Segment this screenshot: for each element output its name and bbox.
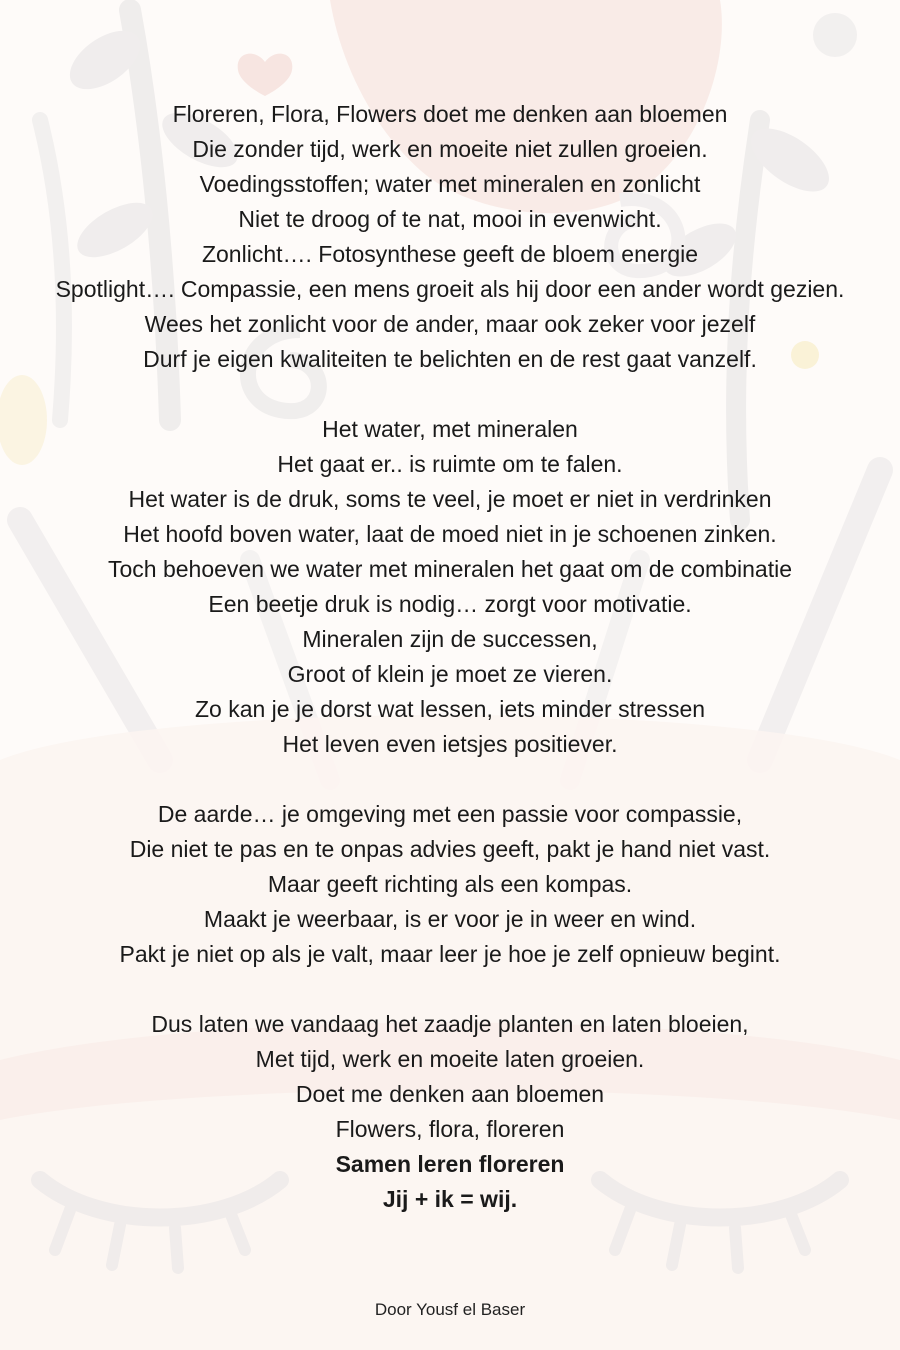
poem-line: Toch behoeven we water met mineralen het gaat om de combinatie xyxy=(107,556,792,582)
poem-line: Mineralen zijn de successen, xyxy=(302,626,598,652)
stanza-4 xyxy=(0,1007,900,1217)
poem-line: Het water is de druk, soms te veel, je moet er niet in verdrinken xyxy=(128,486,772,512)
poem-line: Floreren, Flora, Flowers doet me denken aan bloemen xyxy=(172,101,728,127)
poem-line: Spotlight…. Compassie, een mens groeit als hij door een ander wordt gezien. xyxy=(55,276,845,302)
poem-line: Die niet te pas en te onpas advies geeft, pakt je hand niet vast. xyxy=(129,836,771,862)
poem-line: Voedingsstoffen; water met mineralen en zonlicht xyxy=(199,171,701,197)
poem-line: Zonlicht…. Fotosynthese geeft de bloem energie xyxy=(201,241,699,267)
poem-line: Dus laten we vandaag het zaadje planten en laten bloeien, xyxy=(151,1011,749,1037)
poem-line: Doet me denken aan bloemen xyxy=(295,1081,605,1107)
poem-line: Pakt je niet op als je valt, maar leer je hoe je zelf opnieuw begint. xyxy=(119,941,781,967)
poem-line: Durf je eigen kwaliteiten te belichten en de rest gaat vanzelf. xyxy=(143,346,757,372)
poem-line: Een beetje druk is nodig… zorgt voor motivatie. xyxy=(208,591,692,617)
poem-line: De aarde… je omgeving met een passie voor compassie, xyxy=(157,801,743,827)
stanza-2 xyxy=(0,412,900,762)
poem-line: Groot of klein je moet ze vieren. xyxy=(287,661,613,687)
poem-line: Het hoofd boven water, laat de moed niet in je schoenen zinken. xyxy=(123,521,777,547)
poem-line: Maakt je weerbaar, is er voor je in weer en wind. xyxy=(203,906,697,932)
poem-line: Die zonder tijd, werk en moeite niet zullen groeien. xyxy=(192,136,708,162)
poem-line: Maar geeft richting als een kompas. xyxy=(267,871,633,897)
poem-line: Wees het zonlicht voor de ander, maar ook zeker voor jezelf xyxy=(144,311,756,337)
poem-line: Het water, met mineralen xyxy=(322,416,578,442)
poem-line: Flowers, flora, floreren xyxy=(335,1116,565,1142)
poem-line: Niet te droog of te nat, mooi in evenwicht. xyxy=(238,206,662,232)
poem-line: Het gaat er.. is ruimte om te falen. xyxy=(277,451,623,477)
poem xyxy=(0,97,900,1252)
stanza-3 xyxy=(0,797,900,972)
poem-line: Het leven even ietsjes positiever. xyxy=(282,731,618,757)
poem-line: Met tijd, werk en moeite laten groeien. xyxy=(255,1046,645,1072)
poem-line: Zo kan je je dorst wat lessen, iets minder stressen xyxy=(194,696,706,722)
author-credit: Door Yousf el Baser xyxy=(374,1300,526,1319)
stanza-1 xyxy=(0,97,900,377)
poem-line-bold: Samen leren floreren xyxy=(335,1151,565,1177)
poem-line-bold: Jij + ik = wij. xyxy=(382,1186,518,1212)
